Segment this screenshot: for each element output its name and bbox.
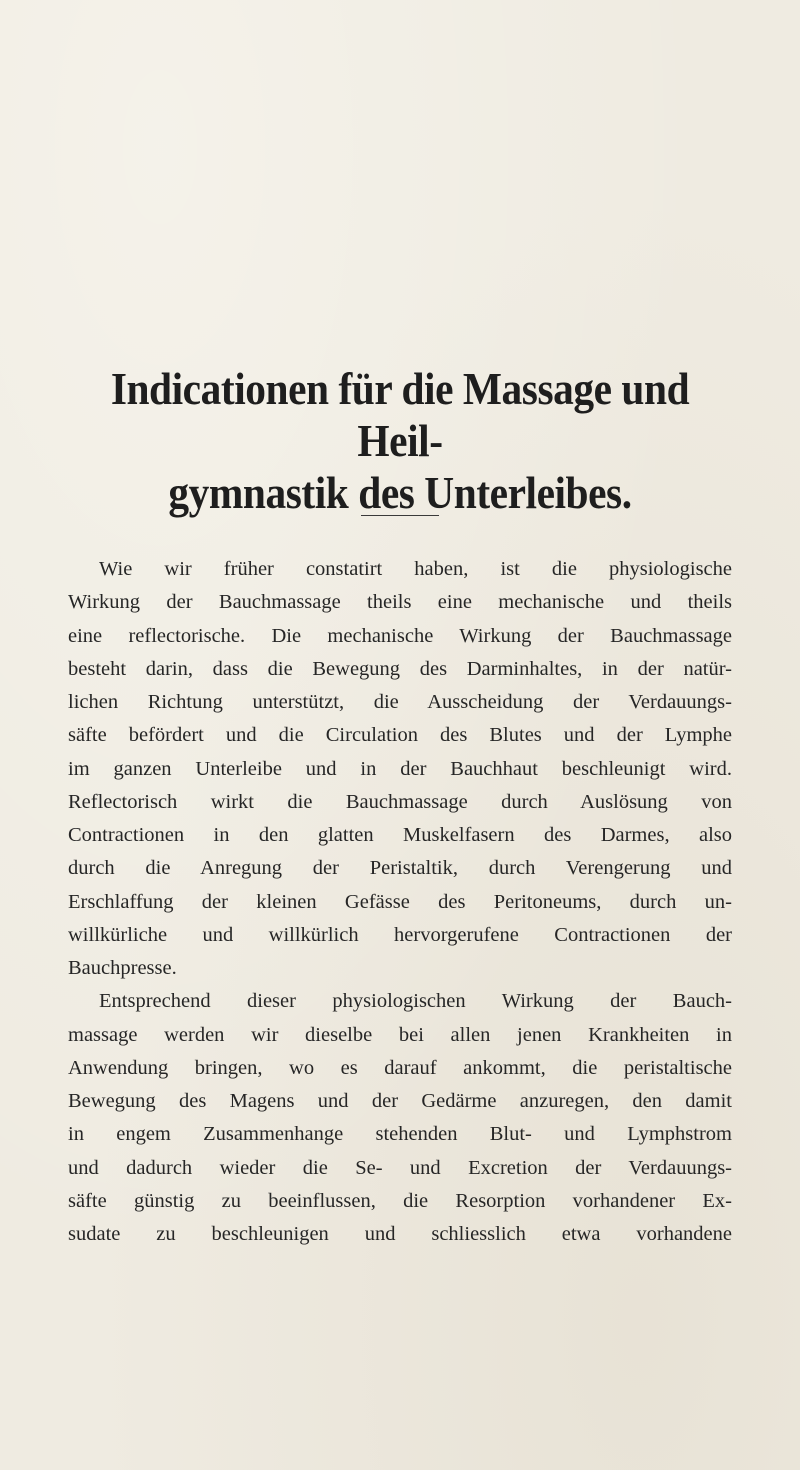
text-line: Entsprechend dieser physiologischen Wirkung der Bauch- bbox=[99, 990, 732, 1013]
text-line: besteht darin, dass die Bewegung des Darminhaltes, in der natür- bbox=[68, 657, 732, 680]
chapter-title-line-1: Indicationen für die Massage und Heil- bbox=[110, 363, 690, 466]
text-line: eine reflectorische. Die mechanische Wirkung der Bauchmassage bbox=[68, 624, 732, 647]
text-line: sudate zu beschleunigen und schliesslich etwa vorhandene bbox=[68, 1223, 732, 1245]
chapter-title-line-2: gymnastik des Unterleibes. bbox=[168, 467, 632, 518]
text-line: Erschlaffung der kleinen Gefässe des Peritoneums, durch un- bbox=[68, 890, 732, 913]
text-line: säfte befördert und die Circulation des Blutes und der Lymphe bbox=[68, 724, 732, 747]
text-line: massage werden wir dieselbe bei allen jenen Krankheiten in bbox=[68, 1023, 732, 1046]
text-line: in engem Zusammenhange stehenden Blut- und Lymphstrom bbox=[68, 1123, 732, 1146]
text-line: Reflectorisch wirkt die Bauchmassage durch Auslösung von bbox=[68, 790, 732, 813]
text-line: und dadurch wieder die Se- und Excretion der Verdauungs- bbox=[68, 1156, 732, 1179]
body-text bbox=[68, 553, 732, 1251]
text-line: Contractionen in den glatten Muskelfasern des Darmes, also bbox=[68, 824, 732, 846]
text-line: Bewegung des Magens und der Gedärme anzuregen, den damit bbox=[68, 1090, 732, 1112]
paragraph-2 bbox=[68, 985, 732, 1251]
text-line: im ganzen Unterleibe und in der Bauchhaut beschleunigt wird. bbox=[68, 757, 732, 780]
text-line: willkürliche und willkürlich hervorgerufene Contractionen der bbox=[68, 923, 732, 946]
text-line: lichen Richtung unterstützt, die Ausscheidung der Verdauungs- bbox=[68, 691, 732, 713]
text-line: durch die Anregung der Peristaltik, durch Verengerung und bbox=[68, 857, 732, 880]
text-line: Wirkung der Bauchmassage theils eine mechanische und theils bbox=[68, 591, 732, 614]
chapter-title bbox=[94, 363, 706, 519]
title-divider bbox=[361, 515, 439, 516]
text-line: Anwendung bringen, wo es darauf ankommt, die peristaltische bbox=[68, 1056, 732, 1079]
text-line: Bauchpresse. bbox=[68, 957, 177, 979]
paragraph-1 bbox=[68, 553, 732, 985]
text-line: säfte günstig zu beeinflussen, die Resorption vorhandener Ex- bbox=[68, 1189, 732, 1212]
text-line: Wie wir früher constatirt haben, ist die physiologische bbox=[99, 558, 732, 580]
